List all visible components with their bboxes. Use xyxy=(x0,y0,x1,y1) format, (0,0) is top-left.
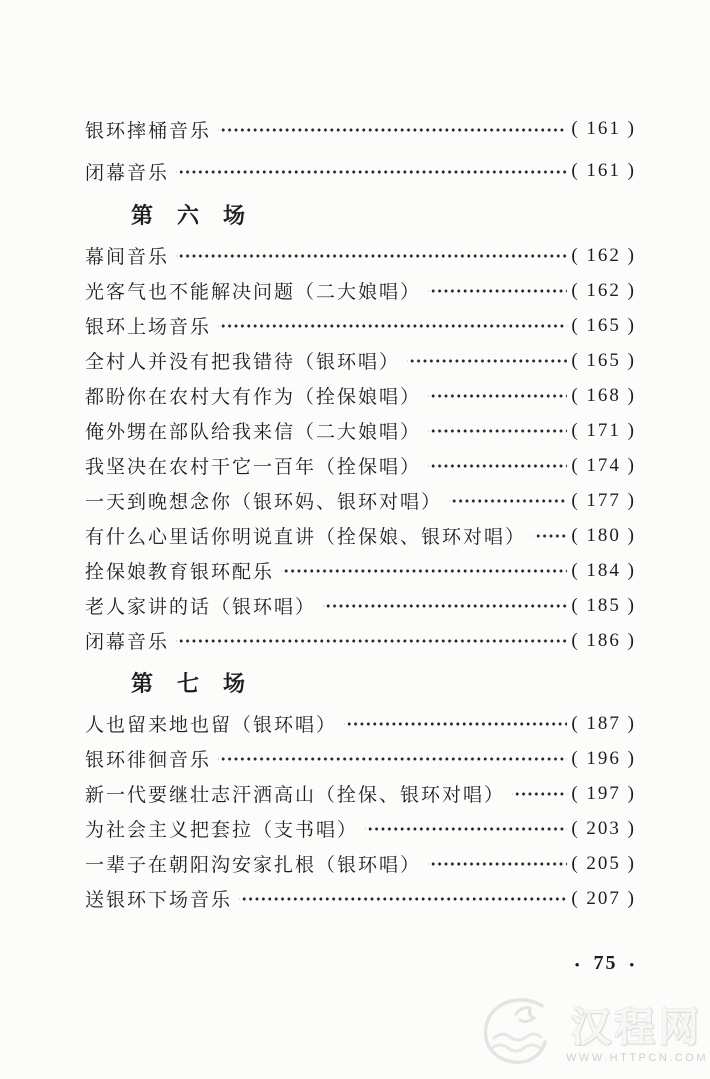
dot-leader xyxy=(323,588,567,623)
dot-leader xyxy=(428,378,567,413)
toc-entry-page: ( 196 ) xyxy=(571,747,636,769)
toc-entry xyxy=(85,518,636,553)
dot-leader xyxy=(176,623,567,658)
toc-entry-title: 老人家讲的话（银环唱） xyxy=(85,597,317,618)
toc-entry-page: ( 162 ) xyxy=(571,244,636,266)
toc-entry-title: 光客气也不能解决问题（二大娘唱） xyxy=(85,282,422,303)
toc-entry xyxy=(85,881,636,916)
toc-entry-page: ( 161 ) xyxy=(571,160,636,181)
toc-entry-page: ( 171 ) xyxy=(571,419,636,441)
dot-leader xyxy=(365,811,567,846)
toc-entry xyxy=(85,741,636,776)
toc-entry-page: ( 161 ) xyxy=(571,118,636,139)
table-of-contents xyxy=(85,108,636,916)
toc-entry-page: ( 203 ) xyxy=(571,817,636,839)
toc-entry-title: 俺外甥在部队给我来信（二大娘唱） xyxy=(85,422,422,443)
toc-entry-page: ( 185 ) xyxy=(571,594,636,616)
toc-entry xyxy=(85,378,636,413)
dot-leader xyxy=(449,483,567,518)
toc-entry xyxy=(85,588,636,623)
toc-entry-page: ( 168 ) xyxy=(571,384,636,406)
dot-leader xyxy=(176,150,567,192)
toc-entry xyxy=(85,108,636,150)
toc-entry-title: 送银环下场音乐 xyxy=(85,890,233,911)
dot-leader xyxy=(218,308,567,343)
toc-entry-page: ( 165 ) xyxy=(571,314,636,336)
toc-entry xyxy=(85,238,636,273)
toc-entry-page: ( 207 ) xyxy=(571,887,636,909)
dot-leader xyxy=(218,108,567,150)
toc-entry-page: ( 177 ) xyxy=(571,489,636,511)
toc-entry-title: 我坚决在农村干它一百年（拴保唱） xyxy=(85,457,422,478)
toc-entry-title: 人也留来地也留（银环唱） xyxy=(85,715,338,736)
page-number-ornament-left: • xyxy=(574,957,582,972)
toc-entry xyxy=(85,448,636,483)
toc-entry xyxy=(85,150,636,192)
watermark-site-url: WWW.HTTPCN.COM xyxy=(566,1051,708,1064)
toc-entry-title: 全村人并没有把我错待（银环唱） xyxy=(85,352,401,373)
toc-entry xyxy=(85,811,636,846)
page-number-value: 75 xyxy=(593,952,618,974)
toc-entry-page: ( 180 ) xyxy=(571,524,636,546)
watermark-text xyxy=(566,1006,708,1064)
toc-entry-page: ( 205 ) xyxy=(571,852,636,874)
toc-entry-title: 有什么心里话你明说直讲（拴保娘、银环对唱） xyxy=(85,527,527,548)
section-heading-scene-seven: 第 七 场 xyxy=(131,671,247,696)
dot-leader xyxy=(428,448,567,483)
dot-leader xyxy=(407,343,567,378)
dot-leader xyxy=(281,553,567,588)
toc-entry-page: ( 174 ) xyxy=(571,454,636,476)
toc-entry-title: 闭幕音乐 xyxy=(85,632,170,653)
dot-leader xyxy=(239,881,567,916)
toc-entry xyxy=(85,273,636,308)
toc-entry-title: 银环摔桶音乐 xyxy=(85,120,212,142)
toc-entry-page: ( 162 ) xyxy=(571,279,636,301)
toc-entry-title: 幕间音乐 xyxy=(85,247,170,268)
toc-entry-title: 银环徘徊音乐 xyxy=(85,750,212,771)
toc-entry xyxy=(85,343,636,378)
watermark xyxy=(472,992,708,1077)
toc-entry-title: 拴保娘教育银环配乐 xyxy=(85,562,275,583)
dragon-swirl-logo-icon xyxy=(472,992,564,1077)
toc-entry xyxy=(85,623,636,658)
toc-entry-title: 闭幕音乐 xyxy=(85,162,170,184)
toc-entry-title: 都盼你在农村大有作为（拴保娘唱） xyxy=(85,387,422,408)
toc-entry-page: ( 187 ) xyxy=(571,712,636,734)
toc-entry xyxy=(85,553,636,588)
toc-entry-title: 为社会主义把套拉（支书唱） xyxy=(85,820,359,841)
toc-entry xyxy=(85,413,636,448)
toc-entry xyxy=(85,776,636,811)
dot-leader xyxy=(533,518,567,553)
page-number-ornament-right: • xyxy=(629,957,636,972)
page-number xyxy=(575,952,636,975)
dot-leader xyxy=(428,846,567,881)
dot-leader xyxy=(428,413,567,448)
toc-entry-title: 新一代要继壮志汗洒高山（拴保、银环对唱） xyxy=(85,785,506,806)
toc-entry-title: 一辈子在朝阳沟安家扎根（银环唱） xyxy=(85,855,422,876)
toc-entry-title: 银环上场音乐 xyxy=(85,317,212,338)
toc-entry-page: ( 186 ) xyxy=(571,629,636,651)
dot-leader xyxy=(428,273,567,308)
watermark-site-name: 汉程网 xyxy=(571,1004,704,1050)
toc-entry-page: ( 184 ) xyxy=(571,559,636,581)
toc-entry-page: ( 165 ) xyxy=(571,349,636,371)
dot-leader xyxy=(176,238,567,273)
toc-entry xyxy=(85,483,636,518)
toc-entry xyxy=(85,846,636,881)
toc-entry-page: ( 197 ) xyxy=(571,782,636,804)
dot-leader xyxy=(512,776,567,811)
dot-leader xyxy=(218,741,567,776)
dot-leader xyxy=(344,706,567,741)
toc-entry xyxy=(85,308,636,343)
toc-entry xyxy=(85,706,636,741)
toc-entry-title: 一天到晚想念你（银环妈、银环对唱） xyxy=(85,492,443,513)
section-heading-scene-six: 第 六 场 xyxy=(131,203,247,228)
